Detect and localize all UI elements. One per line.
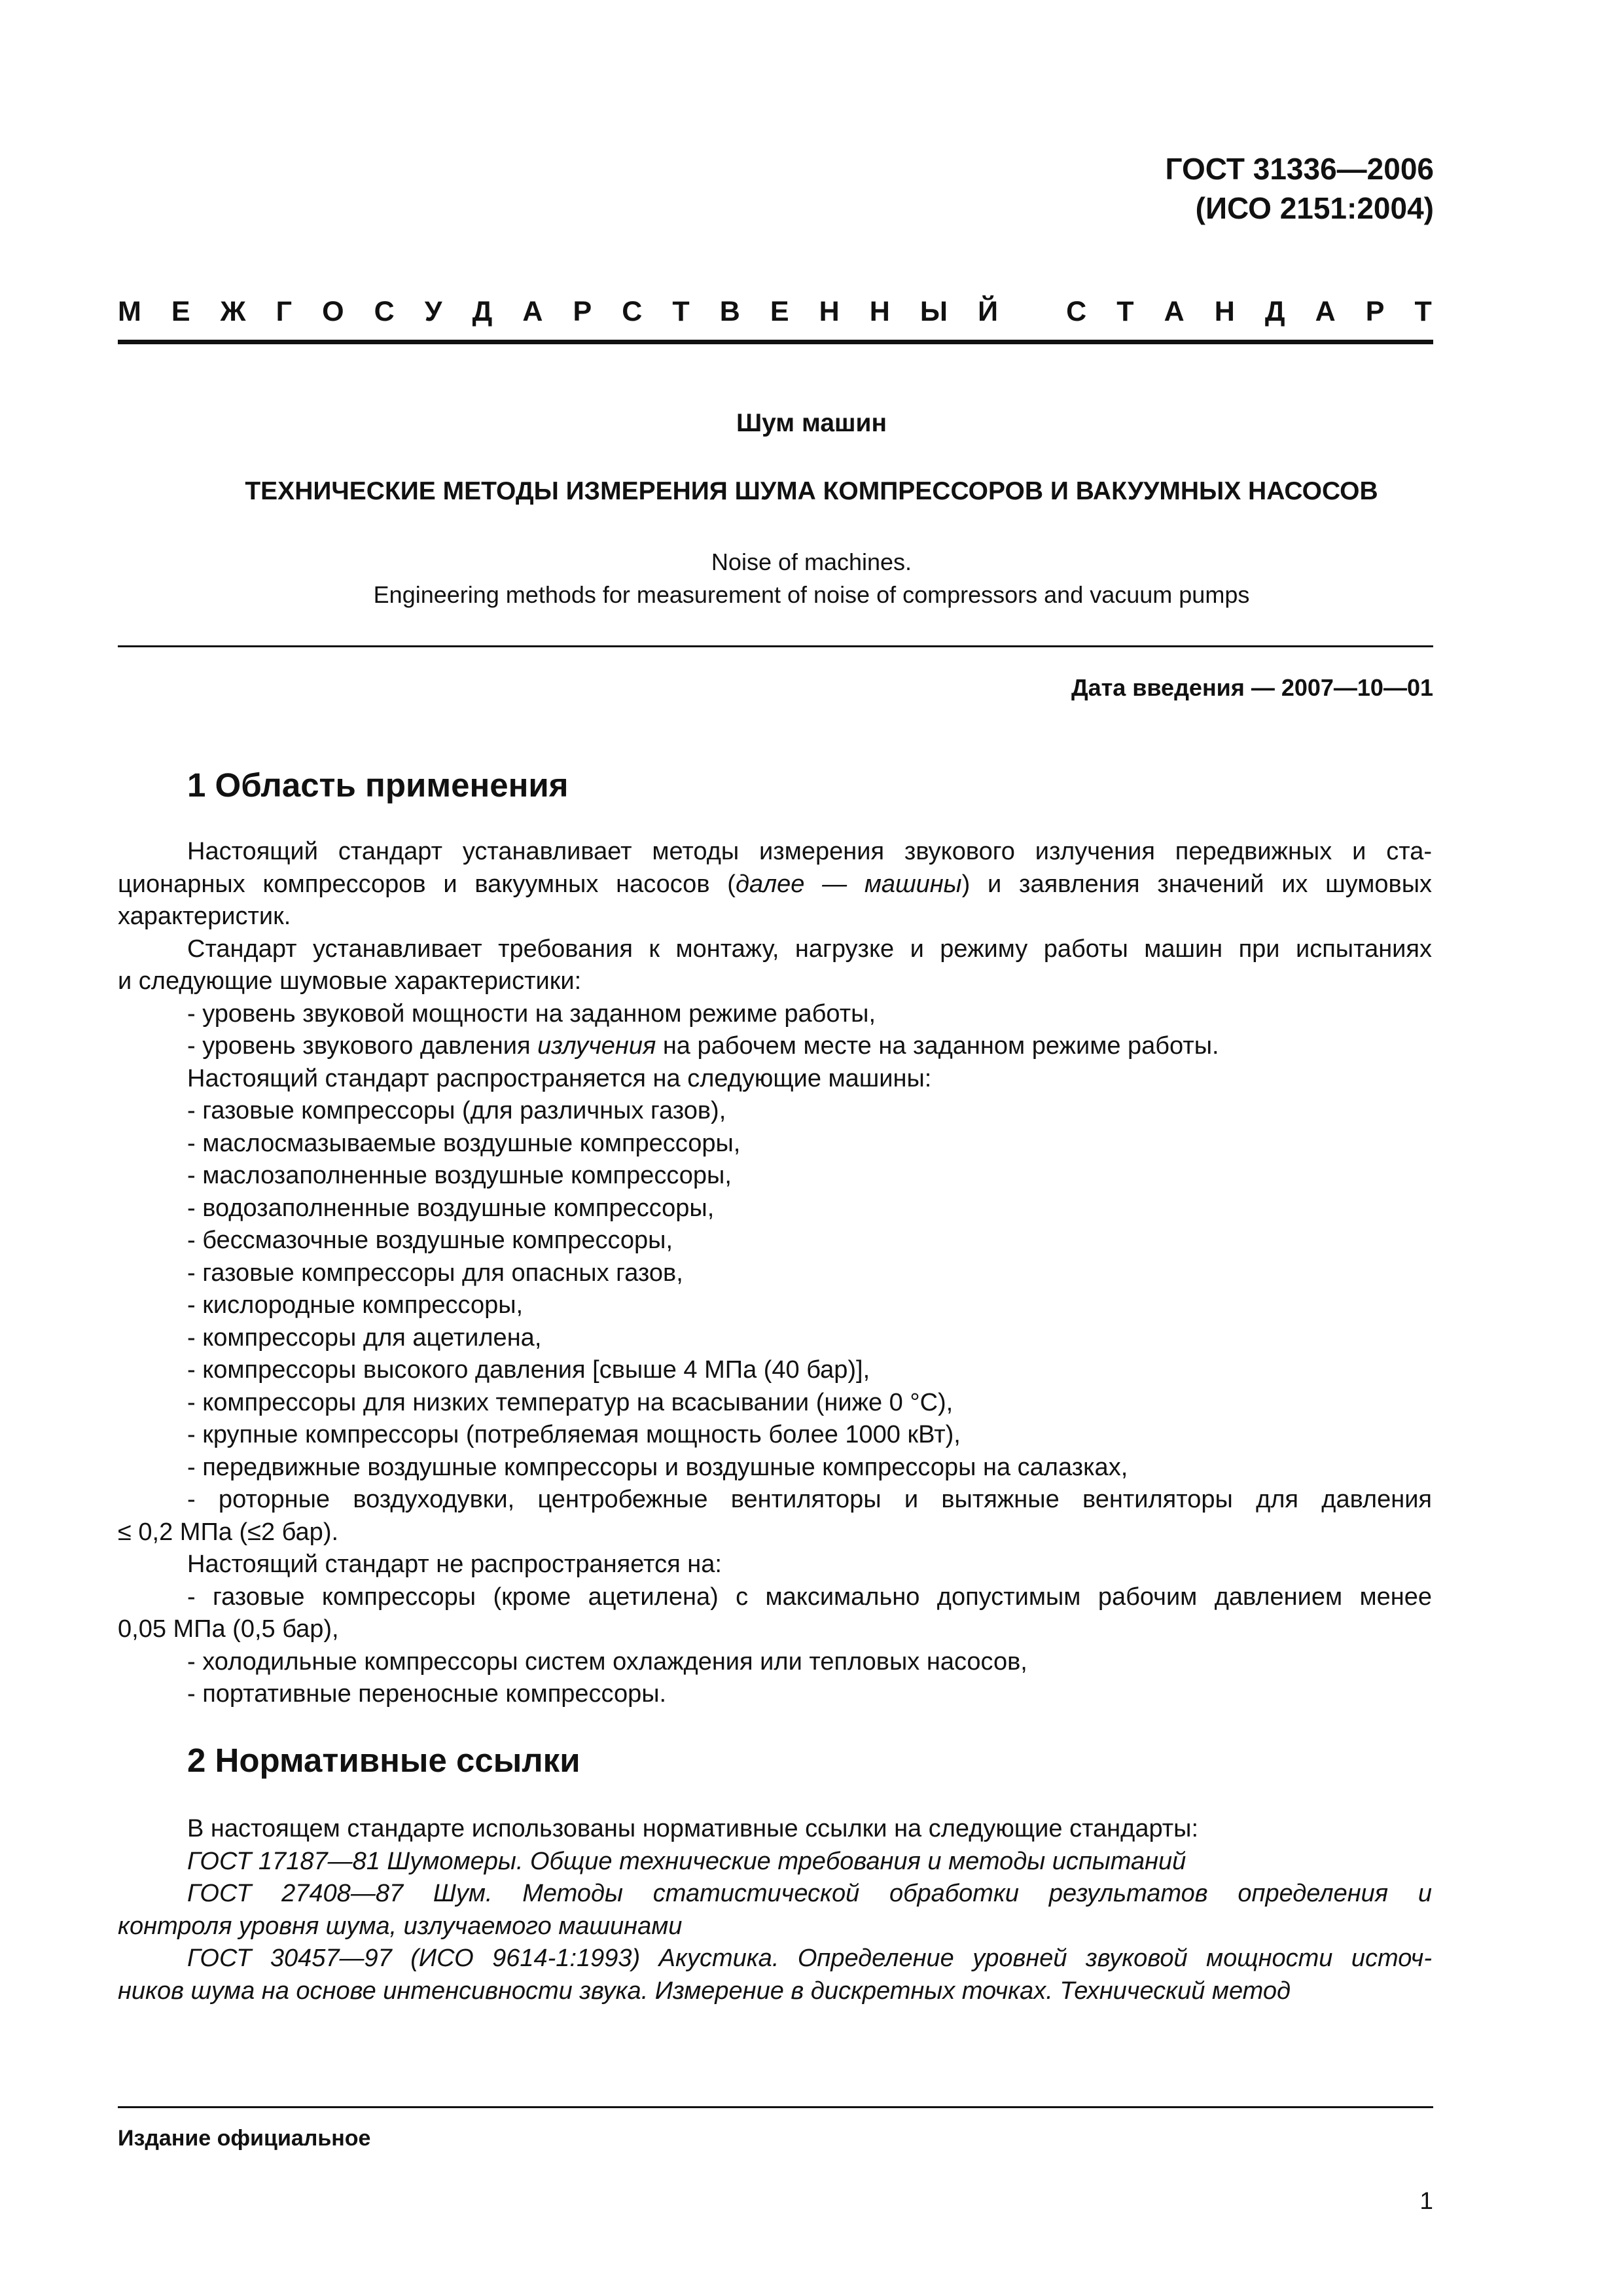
document-title: ТЕХНИЧЕСКИЕ МЕТОДЫ ИЗМЕРЕНИЯ ШУМА КОМПРЕССОРОВ И ВАКУУМНЫХ НАСОСОВ	[245, 477, 1378, 505]
english-title-line1: Noise of machines.	[711, 548, 912, 575]
section-2-body	[118, 1813, 1432, 2007]
banner-letter: А	[522, 296, 543, 327]
reference-continuation: ников шума на основе интенсивности звука. Измерение в дискретных точках. Технический метод	[118, 1977, 1291, 2005]
list-item: - уровень звуковой мощности на заданном режиме работы,	[187, 999, 876, 1028]
list-item: - компрессоры высокого давления [свыше 4 МПа (40 бар)],	[187, 1356, 870, 1384]
list-item: - передвижные воздушные компрессоры и воздушные компрессоры на салазках,	[187, 1453, 1128, 1481]
banner-letter: А	[1315, 296, 1336, 327]
banner-letter: Н	[869, 296, 890, 327]
banner-gap	[1028, 293, 1036, 330]
paragraph-line: В настоящем стандарте использованы нормативные ссылки на следующие стандарты:	[187, 1815, 1199, 1842]
banner-letter: М	[118, 296, 141, 327]
banner-letter: Д	[472, 296, 493, 327]
list-item-continuation: ≤ 0,2 МПа (≤2 бар).	[118, 1518, 339, 1546]
standard-type-banner	[118, 293, 1432, 330]
list-item: - крупные компрессоры (потребляемая мощность более 1000 кВт),	[187, 1421, 961, 1448]
list-item-continuation: 0,05 МПа (0,5 бар),	[118, 1615, 339, 1643]
list-item: - бессмазочные воздушные компрессоры,	[187, 1227, 673, 1254]
list-item: - компрессоры для низких температур на всасывании (ниже 0 °C),	[187, 1388, 954, 1416]
list-item: - уровень звукового давления излучения на рабочем месте на заданном режиме работы.	[187, 1032, 1219, 1060]
list-item: - портативные переносные компрессоры.	[187, 1680, 667, 1708]
list-item: - кислородные компрессоры,	[187, 1291, 524, 1319]
banner-letter: А	[1164, 296, 1185, 327]
banner-letter: У	[424, 296, 442, 327]
banner-letter: Е	[171, 296, 190, 327]
standard-designation	[1166, 149, 1434, 228]
reference-continuation: контроля уровня шума, излучаемого машинами	[118, 1912, 683, 1940]
document-subtitle: Шум машин	[736, 409, 887, 437]
section-1-heading: 1 Область применения	[187, 766, 569, 804]
header-rule	[118, 340, 1433, 344]
banner-letter: Г	[276, 296, 293, 327]
list-item: - маслосмазываемые воздушные компрессоры,	[187, 1129, 741, 1157]
paragraph-line: Настоящий стандарт распространяется на следующие машины:	[187, 1064, 932, 1092]
reference-item: ГОСТ 30457—97 (ИСО 9614-1:1993) Акустика. Определение уровней звуковой мощности источ-	[187, 1945, 1432, 1972]
banner-letter: О	[322, 296, 344, 327]
paragraph-line: и следующие шумовые характеристики:	[118, 967, 582, 995]
banner-letter: Н	[819, 296, 840, 327]
list-item: - газовые компрессоры (кроме ацетилена) с максимально допустимым рабочим давлением менее	[187, 1583, 1432, 1611]
iso-number: (ИСО 2151:2004)	[1195, 191, 1434, 225]
paragraph-line: Настоящий стандарт устанавливает методы измерения звукового излучения передвижных и ста-	[187, 838, 1432, 865]
list-item: - холодильные компрессоры систем охлаждения или тепловых насосов,	[187, 1647, 1027, 1676]
official-edition-label: Издание официальное	[118, 2126, 371, 2151]
list-item: - роторные воздуходувки, центробежные вентиляторы и вытяжные вентиляторы для давления	[187, 1486, 1432, 1513]
list-item: - маслозаполненные воздушные компрессоры,	[187, 1162, 732, 1189]
paragraph-line: Стандарт устанавливает требования к монтажу, нагрузке и режиму работы машин при испытаниях	[187, 935, 1432, 963]
banner-letter: Т	[1414, 296, 1432, 327]
paragraph-line: характеристик.	[118, 903, 291, 930]
gost-number: ГОСТ 31336—2006	[1165, 152, 1434, 186]
banner-letter: Р	[573, 296, 592, 327]
banner-letter: С	[622, 296, 643, 327]
banner-letter: С	[374, 296, 395, 327]
list-item: - водозаполненные воздушные компрессоры,	[187, 1194, 715, 1222]
banner-letter: С	[1066, 296, 1087, 327]
page-number: 1	[1419, 2187, 1433, 2214]
section-2-heading: 2 Нормативные ссылки	[187, 1742, 580, 1779]
machine-list	[118, 1095, 1432, 1484]
banner-letter: В	[719, 296, 740, 327]
paragraph-line: ционарных компрессоров и вакуумных насосов (далее — машины) и заявления значений их шумовых	[118, 870, 1433, 898]
banner-letter: Ы	[919, 296, 948, 327]
section-1-body	[118, 836, 1432, 1711]
banner-letter: Й	[978, 296, 998, 327]
list-item: - компрессоры для ацетилена,	[187, 1323, 542, 1352]
english-title-line2: Engineering methods for measurement of noise of compressors and vacuum pumps	[373, 581, 1250, 608]
title-rule	[118, 645, 1433, 647]
footer-rule	[118, 2106, 1433, 2108]
banner-letter: Т	[672, 296, 690, 327]
list-item: - газовые компрессоры (для различных газов),	[187, 1097, 726, 1124]
introduction-date: Дата введения — 2007—10—01	[1071, 674, 1433, 701]
english-title	[0, 546, 1623, 611]
banner-letter: Е	[770, 296, 789, 327]
banner-letter: Ж	[220, 296, 246, 327]
reference-item: ГОСТ 27408—87 Шум. Методы статистической обработки результатов определения и	[187, 1880, 1432, 1907]
paragraph-line: Настоящий стандарт не распространяется на:	[187, 1551, 722, 1578]
banner-letter: Д	[1264, 296, 1285, 327]
banner-letter: Р	[1365, 296, 1385, 327]
banner-letter: Н	[1214, 296, 1235, 327]
banner-letter: Т	[1116, 296, 1134, 327]
reference-item: ГОСТ 17187—81 Шумомеры. Общие технические требования и методы испытаний	[187, 1847, 1186, 1875]
list-item: - газовые компрессоры для опасных газов,	[187, 1259, 683, 1287]
